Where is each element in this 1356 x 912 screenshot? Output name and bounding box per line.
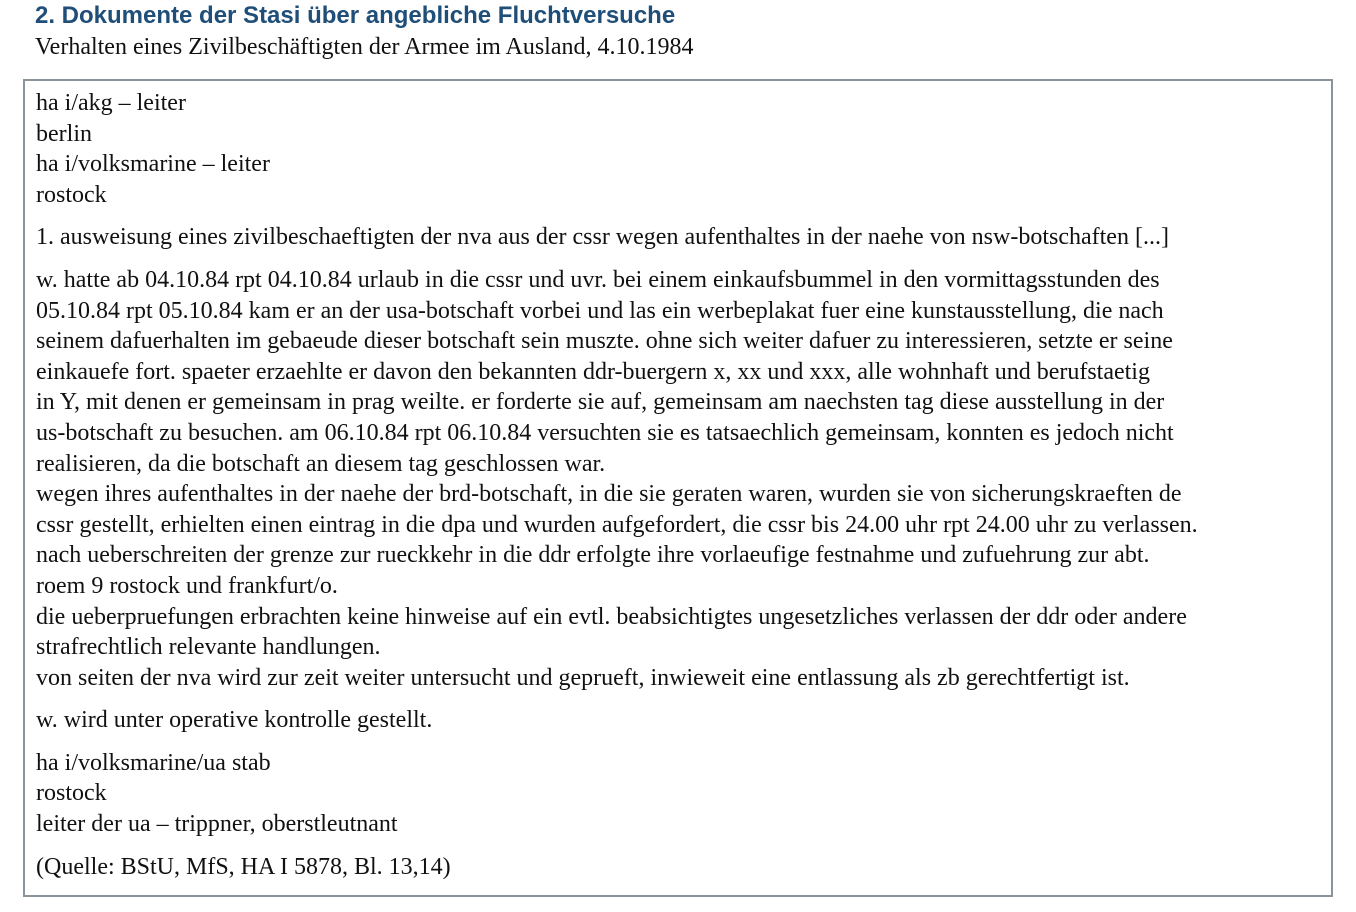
sender-line: rostock <box>36 780 107 807</box>
document-box <box>23 79 1333 897</box>
body-line: 05.10.84 rpt 05.10.84 kam er an der usa-botschaft vorbei und las ein werbeplakat fuer eine kunstausstellung, die nach <box>36 297 1164 324</box>
recipients-block <box>36 88 1323 210</box>
sender-line: leiter der ua – trippner, oberstleutnant <box>36 811 398 838</box>
recipient-line: rostock <box>36 181 107 208</box>
body-line: die ueberpruefungen erbrachten keine hinweise auf ein evtl. beabsichtigtes ungesetzliches verlassen der ddr oder andere <box>36 603 1187 630</box>
recipient-line: ha i/volksmarine – leiter <box>36 151 270 178</box>
report-body <box>36 265 1323 693</box>
body-line: in Y, mit denen er gemeinsam in prag weilte. er forderte sie auf, gemeinsam am naechsten tag diese ausstellung in der <box>36 389 1165 416</box>
body-line: w. hatte ab 04.10.84 rpt 04.10.84 urlaub in die cssr und uvr. bei einem einkaufsbummel in den vormittagsstunden des <box>36 266 1160 293</box>
page-subtitle: Verhalten eines Zivilbeschäftigten der Armee im Ausland, 4.10.1984 <box>35 34 694 60</box>
recipient-line: berlin <box>36 120 92 147</box>
conclusion-line: w. wird unter operative kontrolle gestellt. <box>36 707 433 734</box>
sender-block <box>36 748 1323 840</box>
body-line: seinem dafuerhalten im gebaeude dieser botschaft sein muszte. ohne sich weiter dafuer zu interessieren, setzte er seine <box>36 328 1173 355</box>
body-line: wegen ihres aufenthaltes in der naehe der brd-botschaft, in die sie geraten waren, wurden sie von sicherungskraeften de <box>36 481 1182 508</box>
item-heading-block <box>36 222 1323 253</box>
body-line: roem 9 rostock und frankfurt/o. <box>36 572 338 599</box>
source-citation-block <box>36 852 1323 883</box>
body-line: strafrechtlich relevante handlungen. <box>36 634 381 661</box>
recipient-line: ha i/akg – leiter <box>36 90 186 116</box>
document-text <box>36 88 1323 882</box>
sender-line: ha i/volksmarine/ua stab <box>36 749 271 776</box>
body-line: nach ueberschreiten der grenze zur rueckkehr in die ddr erfolgte ihre vorlaeufige festnahme und zufuehrung zur abt. <box>36 542 1150 569</box>
page-title: 2. Dokumente der Stasi über angebliche Fluchtversuche <box>35 2 676 29</box>
conclusion-block <box>36 705 1323 736</box>
source-citation: (Quelle: BStU, MfS, HA I 5878, Bl. 13,14) <box>36 853 451 880</box>
body-line: einkauefe fort. spaeter erzaehlte er davon den bekannten ddr-buergern x, xx und xxx, alle wohnhaft und berufstaetig <box>36 358 1150 385</box>
body-line: von seiten der nva wird zur zeit weiter untersucht und geprueft, inwieweit eine entlassung als zb gerechtfertigt ist. <box>36 664 1130 691</box>
item-heading: 1. ausweisung eines zivilbeschaeftigten der nva aus der cssr wegen aufenthaltes in der naehe von nsw-botschaften [...] <box>36 224 1169 251</box>
body-line: us-botschaft zu besuchen. am 06.10.84 rpt 06.10.84 versuchten sie es tatsaechlich gemeinsam, konnten es jedoch nicht <box>36 419 1174 446</box>
body-line: realisieren, da die botschaft an diesem tag geschlossen war. <box>36 450 606 477</box>
body-line: cssr gestellt, erhielten einen eintrag in die dpa und wurden aufgefordert, die cssr bis 24.00 uhr rpt 24.00 uhr zu verlassen. <box>36 511 1198 538</box>
